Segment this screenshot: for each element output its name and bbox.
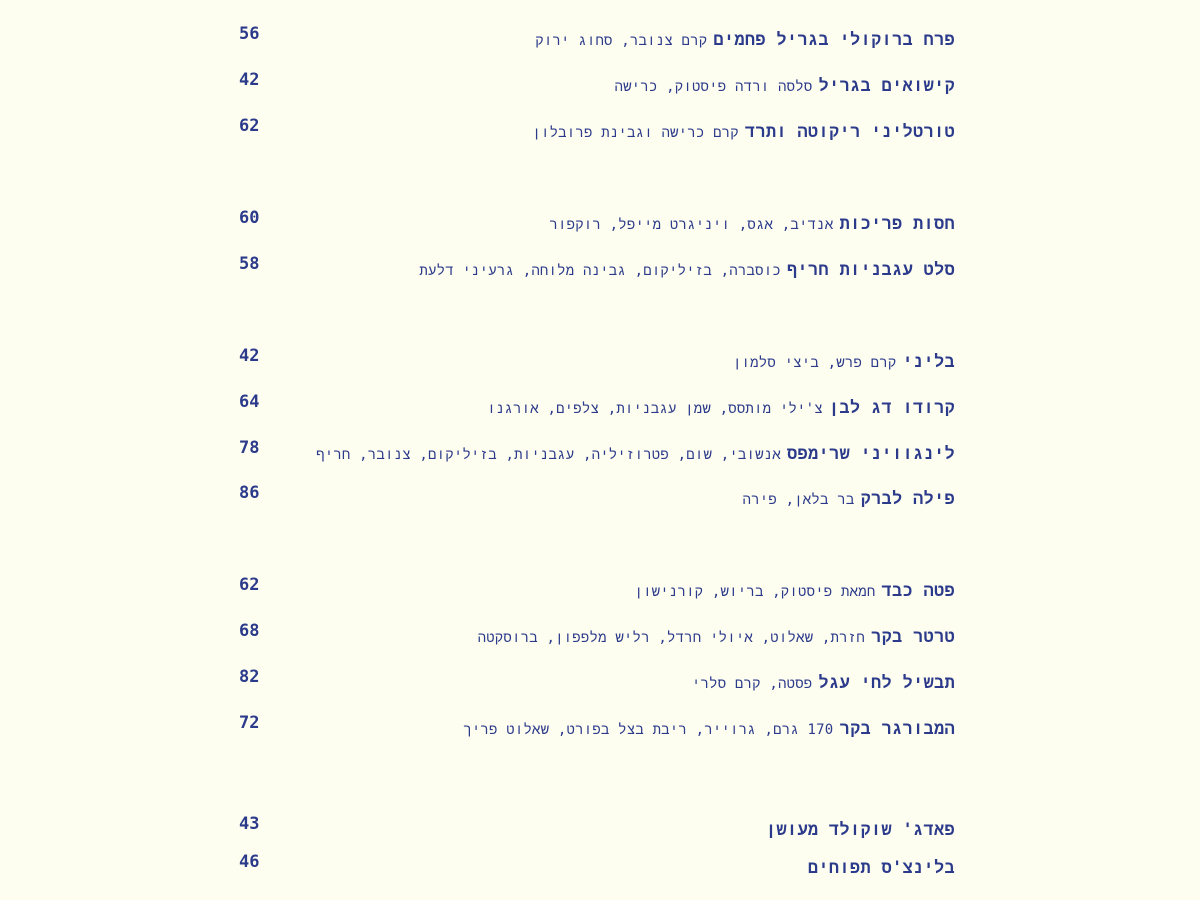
dish-price: 72 (239, 713, 260, 733)
dish-price: 60 (239, 208, 260, 228)
dish-price: 78 (239, 438, 260, 458)
dish-description: קרם כרישה וגבינת פרובלון (532, 125, 739, 141)
menu-item (0, 24, 1200, 52)
menu-item (0, 438, 1200, 466)
dish-price: 56 (239, 24, 260, 44)
dish-name: פאדג' שוקולד מעושן (765, 820, 955, 840)
menu-item (0, 70, 1200, 98)
dish-price: 42 (239, 70, 260, 90)
dish-description: אנדיב, אגס, ויניגרט מייפל, רוקפור (549, 217, 834, 233)
dish-name: סלט עגבניות חריף (786, 260, 955, 280)
menu-item (0, 621, 1200, 649)
menu-item (0, 483, 1200, 511)
dish-name: פילה לברק (860, 489, 955, 509)
dish-name: בליני (902, 352, 955, 372)
dish-name: פטה כבד (881, 581, 955, 601)
dish-name: טרטר בקר (870, 627, 955, 647)
dish-name: בלינצ'ס תפוחים (807, 858, 955, 878)
dish-name: תבשיל לחי עגל (818, 673, 955, 693)
dish-name: קישואים בגריל (818, 76, 955, 96)
dish-description: סלסה ורדה פיסטוק, כרישה (614, 79, 813, 95)
menu-item (0, 667, 1200, 695)
dish-description: חזרת, שאלוט, איולי חרדל, רליש מלפפון, ברוסקטה (477, 630, 865, 646)
dish-description: אנשובי, שום, פטרוזיליה, עגבניות, בזיליקום, צנובר, חריף (316, 447, 781, 463)
dish-price: 43 (239, 814, 260, 834)
dish-description: צ'ילי מותסס, שמן עגבניות, צלפים, אורגנו (487, 401, 823, 417)
dish-price: 82 (239, 667, 260, 687)
dish-description: קרם פרש, ביצי סלמון (732, 355, 897, 371)
menu-item (0, 713, 1200, 741)
dish-price: 42 (239, 346, 260, 366)
dish-name: קרודו דג לבן (828, 398, 955, 418)
menu-item (0, 254, 1200, 282)
dish-name: פרח ברוקולי בגריל פחמים (713, 30, 955, 50)
dish-description: כוסברה, בזיליקום, גבינה מלוחה, גרעיני דלעת (419, 263, 781, 279)
dish-name: טורטליני ריקוטה ותרד (744, 122, 955, 142)
dish-price: 86 (239, 483, 260, 503)
dish-description: קרם צנובר, סחוג ירוק (535, 33, 708, 49)
dish-description: חמאת פיסטוק, בריוש, קורנישון (634, 584, 876, 600)
dish-description: בר בלאן, פירה (742, 492, 855, 508)
dish-price: 46 (239, 852, 260, 872)
menu-item (0, 575, 1200, 603)
menu-item (0, 392, 1200, 420)
menu-item (0, 346, 1200, 374)
dish-name: חסות פריכות (839, 214, 955, 234)
menu-item (0, 116, 1200, 144)
dish-price: 64 (239, 392, 260, 412)
dish-price: 68 (239, 621, 260, 641)
dish-description: 170 גרם, גרוייר, ריבת בצל בפורט, שאלוט פריך (463, 722, 834, 738)
menu-item (0, 852, 1200, 880)
menu-item (0, 814, 1200, 842)
dish-price: 62 (239, 116, 260, 136)
dish-price: 58 (239, 254, 260, 274)
dish-name: לינגוויני שרימפס (786, 444, 955, 464)
dish-description: פסטה, קרם סלרי (691, 676, 813, 692)
dish-name: המבורגר בקר (839, 719, 955, 739)
dish-price: 62 (239, 575, 260, 595)
menu-item (0, 208, 1200, 236)
